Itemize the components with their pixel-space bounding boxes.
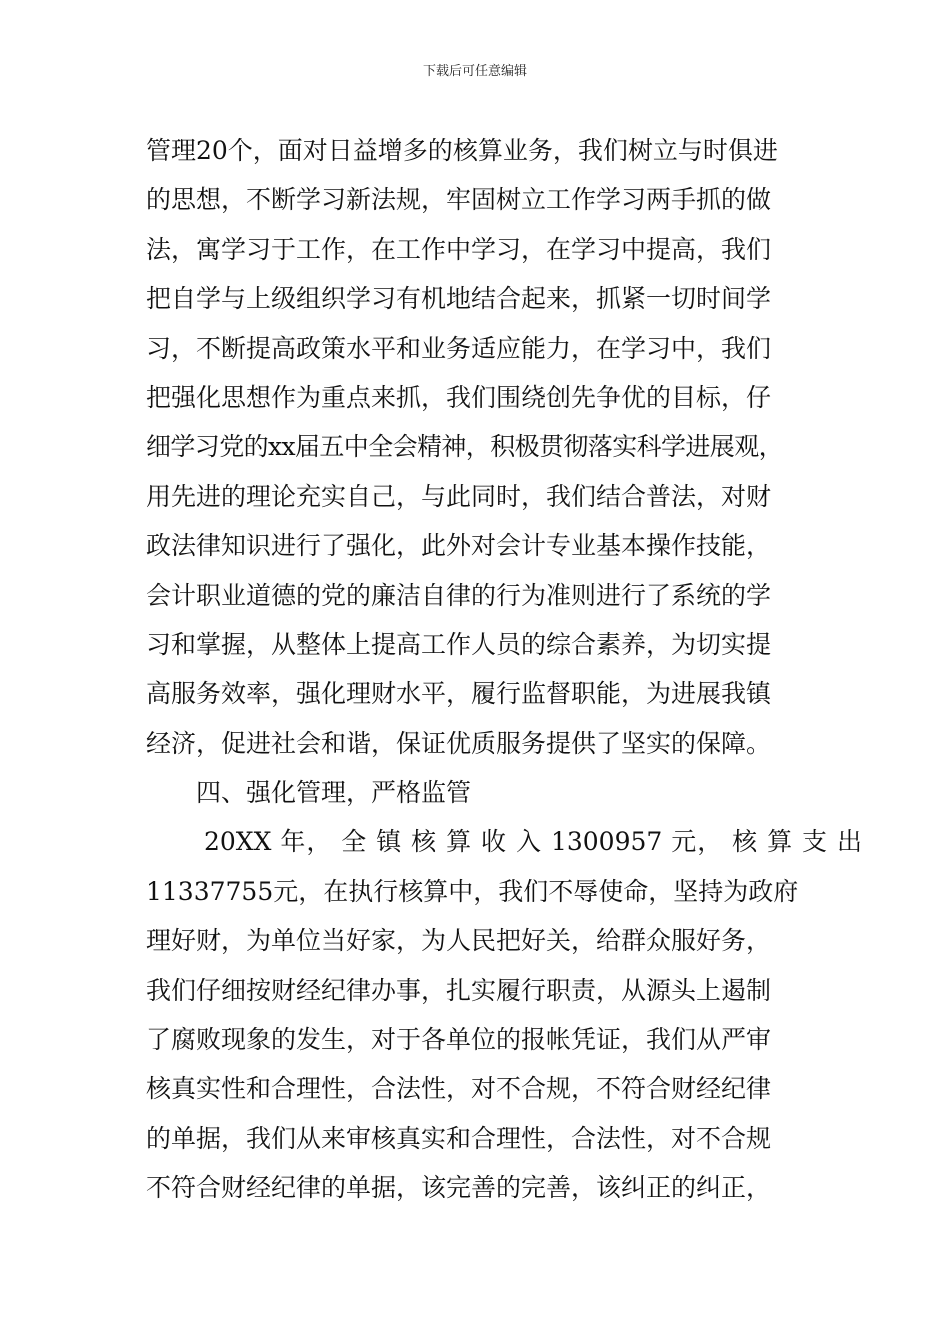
section-heading: 四、强化管理，严格监管 — [196, 778, 472, 808]
text-line: 法，寓学习于工作，在工作中学习，在学习中提高，我们 — [146, 234, 772, 264]
text-line: 了腐败现象的发生，对于各单位的报帐凭证，我们从严审 — [146, 1025, 772, 1055]
text-line: 政法律知识进行了强化，此外对会计专业基本操作技能， — [146, 531, 772, 561]
document-body — [146, 126, 862, 1213]
text-line: 把强化思想作为重点来抓，我们围绕创先争优的目标，仔 — [146, 382, 772, 412]
text-line: 用先进的理论充实自己，与此同时，我们结合普法，对财 — [146, 481, 772, 511]
text-line: 的单据，我们从来审核真实和合理性，合法性，对不合规 — [146, 1123, 772, 1153]
text-line: 管理20个，面对日益增多的核算业务，我们树立与时俱进 — [146, 136, 778, 165]
text-line: 经济，促进社会和谐，保证优质服务提供了坚实的保障。 — [146, 728, 772, 758]
page-header-note: 下载后可任意编辑 — [422, 64, 527, 79]
text-line: 我们仔细按财经纪律办事，扎实履行职责，从源头上遏制 — [146, 975, 772, 1005]
text-line: 的思想，不断学习新法规，牢固树立工作学习两手抓的做 — [146, 185, 772, 215]
text-line: 11337755元，在执行核算中，我们不辱使命，坚持为政府 — [146, 876, 799, 906]
text-line: 不符合财经纪律的单据，该完善的完善，该纠正的纠正， — [146, 1173, 772, 1203]
text-line: 会计职业道德的党的廉洁自律的行为准则进行了系统的学 — [146, 580, 772, 610]
text-line: 理好财，为单位当好家，为人民把好关，给群众服好务， — [146, 926, 772, 956]
text-line: 习和掌握，从整体上提高工作人员的综合素养，为切实提 — [146, 629, 772, 659]
text-line: 细学习党的xx届五中全会精神，积极贯彻落实科学进展观， — [146, 432, 784, 462]
text-line: 高服务效率，强化理财水平，履行监督职能，为进展我镇 — [146, 679, 772, 709]
text-line: 核真实性和合理性，合法性，对不合规，不符合财经纪律 — [146, 1074, 772, 1104]
text-line: 20XX 年， 全 镇 核 算 收 入 1300957 元， 核 算 支 出 — [204, 827, 862, 857]
text-line: 习，不断提高政策水平和业务适应能力，在学习中，我们 — [146, 333, 772, 363]
text-line: 把自学与上级组织学习有机地结合起来，抓紧一切时间学 — [146, 284, 772, 314]
